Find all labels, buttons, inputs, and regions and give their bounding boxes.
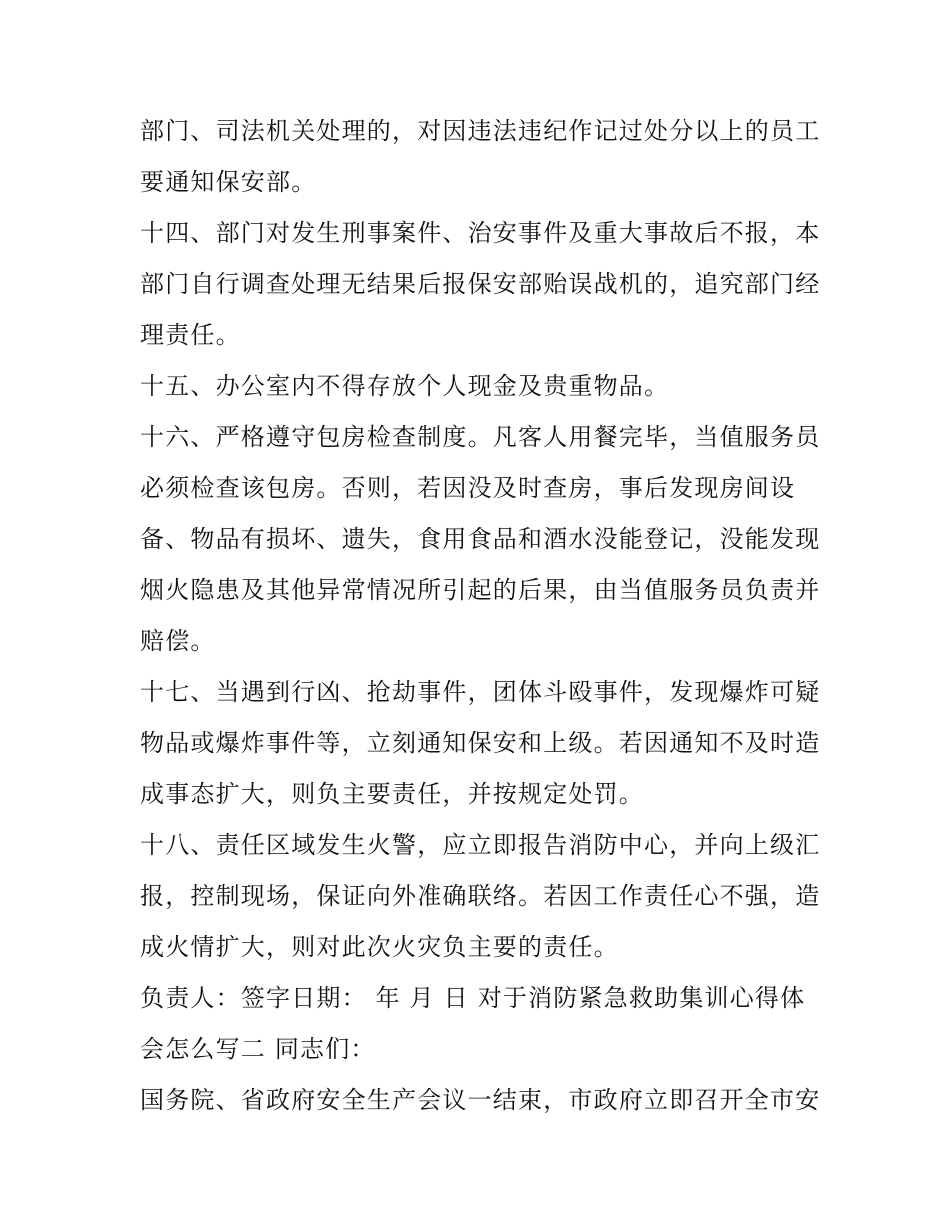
- text-line: 报，控制现场，保证向外准确联络。若因工作责任心不强，造: [140, 882, 821, 910]
- text-line: 理责任。: [140, 321, 241, 349]
- text-line: 国务院、省政府安全生产会议一结束，市政府立即召开全市安: [140, 1086, 821, 1114]
- text-line: 负责人：签字日期： 年 月 日 对于消防紧急救助集训心得体: [140, 984, 806, 1012]
- text-line: 十六、严格遵守包房检查制度。凡客人用餐完毕，当值服务员: [140, 423, 821, 451]
- text-line: 成火情扩大，则对此次火灾负主要的责任。: [140, 933, 619, 961]
- text-line: 十七、当遇到行凶、抢劫事件，团体斗殴事件，发现爆炸可疑: [140, 678, 821, 706]
- text-line: 十四、部门对发生刑事案件、治安事件及重大事故后不报，本: [140, 219, 821, 247]
- text-line: 必须检查该包房。否则，若因没及时查房，事后发现房间设: [140, 474, 796, 502]
- document-body: [140, 106, 820, 1126]
- text-line: 烟火隐患及其他异常情况所引起的后果，由当值服务员负责并: [140, 576, 821, 604]
- text-line: 部门自行调查处理无结果后报保安部贻误战机的，追究部门经: [140, 270, 821, 298]
- text-line: 成事态扩大，则负主要责任，并按规定处罚。: [140, 780, 644, 808]
- text-line: 物品或爆炸事件等，立刻通知保安和上级。若因通知不及时造: [140, 729, 821, 757]
- text-line: 会怎么写二 同志们：: [140, 1035, 376, 1063]
- text-line: 十五、办公室内不得存放个人现金及贵重物品。: [140, 372, 670, 400]
- text-line: 要通知保安部。: [140, 168, 317, 196]
- text-line: 部门、司法机关处理的，对因违法违纪作记过处分以上的员工: [140, 117, 821, 145]
- text-line: 备、物品有损坏、遗失，食用食品和酒水没能登记，没能发现: [140, 525, 821, 553]
- text-line: 赔偿。: [140, 627, 216, 655]
- text-line: 十八、责任区域发生火警，应立即报告消防中心，并向上级汇: [140, 831, 821, 859]
